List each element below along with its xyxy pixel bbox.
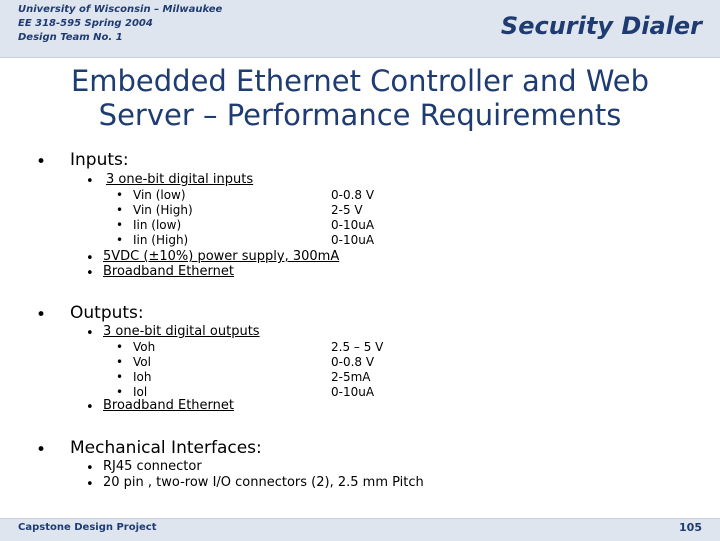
param-iin-high: Iin (High) — [133, 233, 189, 247]
outputs-param-dots: • • • • — [116, 340, 124, 399]
bullet-dot: • — [86, 477, 94, 492]
outputs-bullet: • — [36, 305, 47, 325]
param-vin-low: Vin (low) — [133, 188, 186, 202]
digital-outputs-label: 3 one-bit digital outputs — [103, 324, 260, 339]
value-voh: 2.5 – 5 V — [331, 340, 384, 354]
header-course: EE 318-595 Spring 2004 — [18, 18, 153, 29]
digital-inputs-label: 3 one-bit digital inputs — [106, 172, 254, 187]
mechanical-item: RJ45 connector — [103, 459, 202, 474]
param-ioh: Ioh — [133, 370, 152, 384]
slide-title — [0, 64, 720, 132]
inputs-param-values — [331, 188, 374, 248]
param-iol: Iol — [133, 385, 148, 399]
inputs-param-dots: • • • • — [116, 188, 124, 247]
inputs-ethernet-label: Broadband Ethernet — [103, 264, 234, 279]
outputs-heading: Outputs: — [70, 303, 144, 323]
mechanical-item: 20 pin , two-row I/O connectors (2), 2.5 mm Pitch — [103, 475, 424, 490]
bullet-dot: • — [86, 174, 94, 189]
value-vol: 0-0.8 V — [331, 355, 375, 369]
bullet-dot: • — [86, 266, 94, 281]
inputs-heading: Inputs: — [70, 150, 129, 170]
value-vin-high: 2-5 V — [331, 203, 363, 217]
header-course-info — [18, 3, 222, 45]
mechanical-heading: Mechanical Interfaces: — [70, 438, 262, 458]
header-project-title: Security Dialer — [500, 12, 702, 40]
mechanical-bullet: • — [36, 440, 47, 460]
outputs-param-names — [133, 340, 155, 400]
value-ioh: 2-5mA — [331, 370, 371, 384]
value-vin-low: 0-0.8 V — [331, 188, 375, 202]
footer-project-label: Capstone Design Project — [18, 522, 157, 533]
bullet-dot: • — [86, 400, 94, 415]
header-team: Design Team No. 1 — [18, 32, 123, 43]
value-iol: 0-10uA — [331, 385, 375, 399]
outputs-param-values — [331, 340, 383, 400]
page-number: 105 — [679, 521, 702, 534]
value-iin-high: 0-10uA — [331, 233, 375, 247]
value-iin-low: 0-10uA — [331, 218, 375, 232]
param-vol: Vol — [133, 355, 151, 369]
param-voh: Voh — [133, 340, 156, 354]
outputs-ethernet-label: Broadband Ethernet — [103, 398, 234, 413]
inputs-bullet: • — [36, 152, 47, 172]
power-supply-label: 5VDC (±10%) power supply, 300mA — [103, 249, 340, 264]
bullet-dot: • — [86, 251, 94, 266]
param-iin-low: Iin (low) — [133, 218, 182, 232]
bullet-dot: • — [86, 461, 94, 476]
header-university: University of Wisconsin – Milwaukee — [18, 4, 223, 15]
slide-title-line2: Server – Performance Requirements — [98, 98, 622, 132]
bullet-dot: • — [86, 326, 94, 341]
param-vin-high: Vin (High) — [133, 203, 193, 217]
inputs-param-names — [133, 188, 193, 248]
slide-title-line1: Embedded Ethernet Controller and Web — [70, 64, 650, 98]
